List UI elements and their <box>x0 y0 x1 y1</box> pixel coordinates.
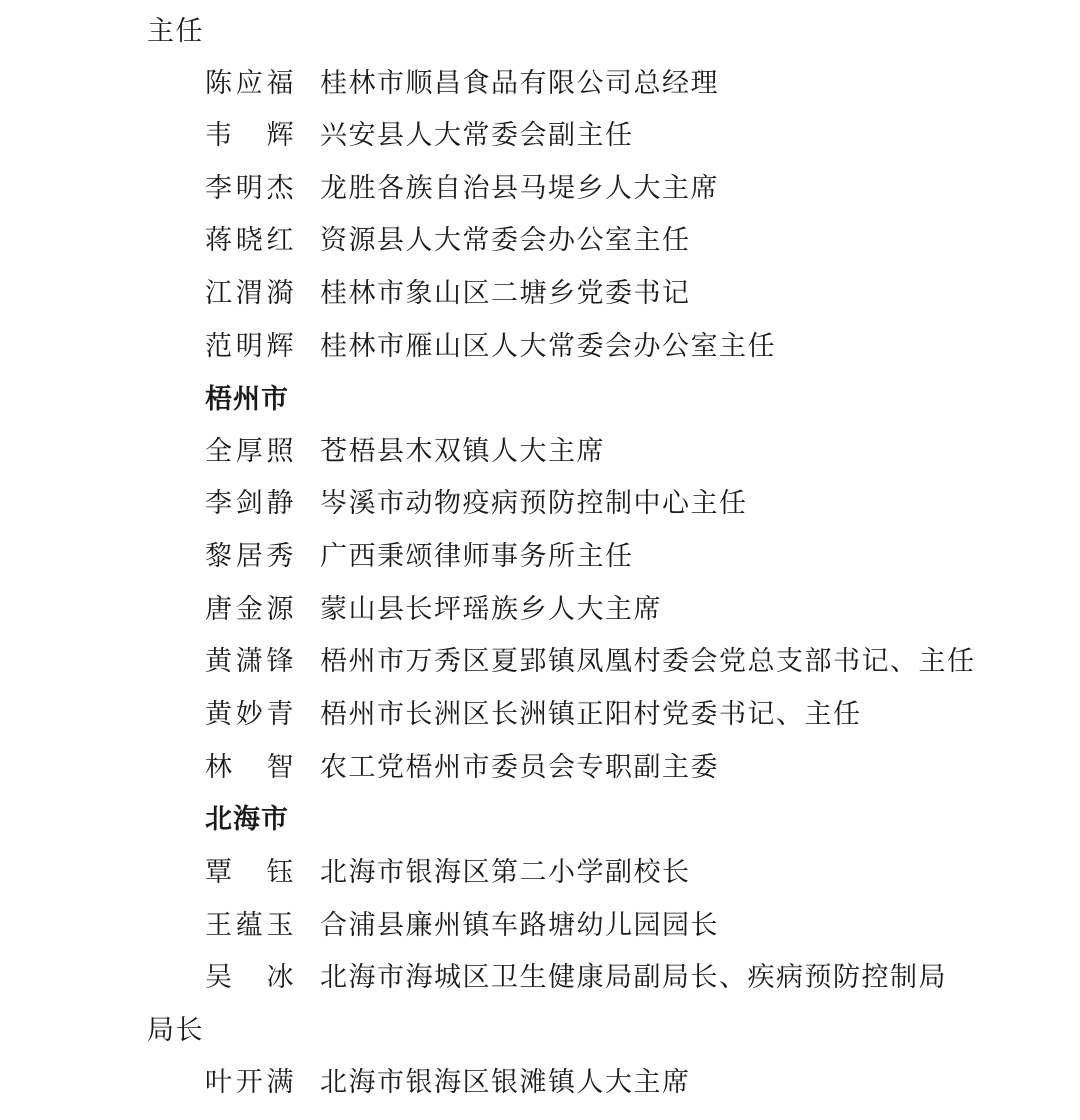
member-entry <box>0 689 1080 741</box>
member-name: 陈应福 <box>205 68 295 99</box>
member-entry <box>0 110 1080 162</box>
member-entry <box>0 584 1080 636</box>
member-title: 桂林市象山区二塘乡党委书记 <box>320 278 691 309</box>
member-entry <box>0 900 1080 952</box>
member-entry <box>0 636 1080 688</box>
member-title: 蒙山县长坪瑶族乡人大主席 <box>320 594 662 625</box>
member-entry <box>0 478 1080 530</box>
member-title: 梧州市万秀区夏郢镇凤凰村委会党总支部书记、主任 <box>320 646 976 677</box>
member-name: 黄妙青 <box>205 699 295 730</box>
member-name: 黄潇锋 <box>205 646 295 677</box>
member-name: 覃 钰 <box>205 857 295 888</box>
member-title: 北海市银海区银滩镇人大主席 <box>320 1067 691 1098</box>
member-name: 王蕴玉 <box>205 910 295 941</box>
member-title: 桂林市顺昌食品有限公司总经理 <box>320 68 719 99</box>
member-title: 梧州市长洲区长洲镇正阳村党委书记、主任 <box>320 699 862 730</box>
member-entry <box>0 531 1080 583</box>
continuation-line: 主任 <box>147 16 204 47</box>
member-name: 林 智 <box>205 752 295 783</box>
member-name: 吴 冰 <box>205 962 295 993</box>
section-heading-beihai: 北海市 <box>205 804 289 835</box>
member-title: 兴安县人大常委会副主任 <box>320 120 634 151</box>
member-name: 全厚照 <box>205 436 295 467</box>
member-entry <box>0 847 1080 899</box>
member-name: 叶开满 <box>205 1067 295 1098</box>
member-name: 李剑静 <box>205 488 295 519</box>
member-title: 苍梧县木双镇人大主席 <box>320 436 605 467</box>
member-name: 韦 辉 <box>205 120 295 151</box>
member-entry <box>0 952 1080 1004</box>
member-title: 资源县人大常委会办公室主任 <box>320 225 691 256</box>
member-title: 合浦县廉州镇车路塘幼儿园园长 <box>320 910 719 941</box>
member-title: 广西秉颂律师事务所主任 <box>320 541 634 572</box>
member-entry <box>0 742 1080 794</box>
member-name: 江渭漪 <box>205 278 295 309</box>
member-title: 岑溪市动物疫病预防控制中心主任 <box>320 488 748 519</box>
member-entry <box>0 215 1080 267</box>
member-name: 黎居秀 <box>205 541 295 572</box>
continuation-line: 局长 <box>147 1015 204 1046</box>
member-entry <box>0 1057 1080 1109</box>
member-title: 北海市银海区第二小学副校长 <box>320 857 691 888</box>
member-name: 蒋晓红 <box>205 225 295 256</box>
member-title: 龙胜各族自治县马堤乡人大主席 <box>320 173 719 204</box>
member-name: 唐金源 <box>205 594 295 625</box>
member-entry <box>0 426 1080 478</box>
member-title: 北海市海城区卫生健康局副局长、疾病预防控制局 <box>320 962 947 993</box>
member-name: 范明辉 <box>205 331 295 362</box>
section-heading-wuzhou: 梧州市 <box>205 384 289 415</box>
member-entry <box>0 58 1080 110</box>
member-name: 李明杰 <box>205 173 295 204</box>
member-entry <box>0 268 1080 320</box>
member-entry <box>0 321 1080 373</box>
member-title: 桂林市雁山区人大常委会办公室主任 <box>320 331 776 362</box>
member-entry <box>0 163 1080 215</box>
member-title: 农工党梧州市委员会专职副主委 <box>320 752 719 783</box>
